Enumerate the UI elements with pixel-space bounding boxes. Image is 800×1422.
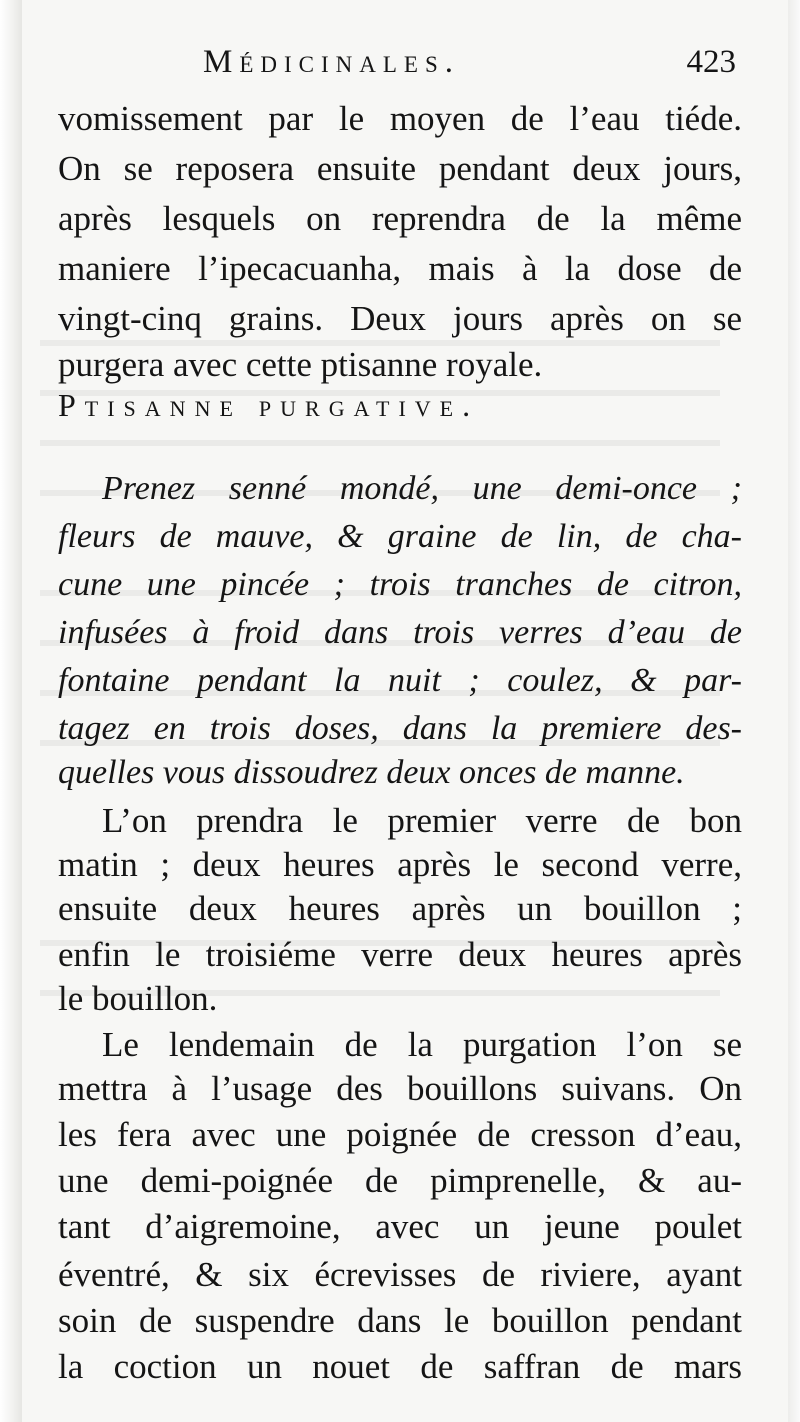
text-line: L’on prendra le premier verre de bon: [102, 801, 742, 840]
recipe-line: fontaine pendant la nuit ; coulez, & par-: [58, 662, 742, 699]
text-line: le bouillon.: [58, 979, 218, 1018]
recipe-line: cune une pincée ; trois tranches de citron,: [58, 566, 742, 603]
recipe-line: Prenez senné mondé, une demi-once ;: [102, 470, 742, 507]
recipe-line: infusées à froid dans trois verres d’eau de: [58, 614, 742, 651]
text-line: une demi-poignée de pimprenelle, & au-: [58, 1161, 742, 1200]
recipe-line: tagez en trois doses, dans la premiere des-: [58, 710, 742, 747]
page-edge-right: [788, 0, 800, 1422]
text-line: On se reposera ensuite pendant deux jours,: [58, 149, 742, 188]
text-line: la coction un nouet de saffran de mars: [58, 1347, 742, 1386]
text-line: vingt-cinq grains. Deux jours après on se: [58, 299, 742, 338]
recipe-line: fleurs de mauve, & graine de lin, de cha-: [58, 518, 742, 555]
text-line: tant d’aigremoine, avec un jeune poulet: [58, 1207, 742, 1246]
text-line: maniere l’ipecacuanha, mais à la dose de: [58, 249, 742, 288]
running-header: [58, 40, 742, 90]
text-line: après lesquels on reprendra de la même: [58, 199, 742, 238]
running-title: Médicinales.: [203, 44, 461, 80]
page-edge-left: [0, 0, 22, 1422]
text-line: les fera avec une poignée de cresson d’eau,: [58, 1115, 742, 1154]
text-line: vomissement par le moyen de l’eau tiéde.: [58, 99, 742, 138]
text-line: ensuite deux heures après un bouillon ;: [58, 889, 742, 928]
text-line: éventré, & six écrevisses de riviere, ayant: [58, 1255, 742, 1294]
recipe-line: quelles vous dissoudrez deux onces de manne.: [58, 754, 685, 791]
text-line: Le lendemain de la purgation l’on se: [102, 1025, 742, 1064]
text-line: mettra à l’usage des bouillons suivans. On: [58, 1069, 742, 1108]
text-line: enfin le troisiéme verre deux heures après: [58, 935, 742, 974]
text-line: matin ; deux heures après le second verre,: [58, 845, 742, 884]
section-heading: Ptisanne purgative.: [58, 387, 480, 423]
text-line: soin de suspendre dans le bouillon pendant: [58, 1301, 742, 1340]
text-line: purgera avec cette ptisanne royale.: [58, 345, 543, 384]
page-number: 423: [686, 44, 736, 80]
